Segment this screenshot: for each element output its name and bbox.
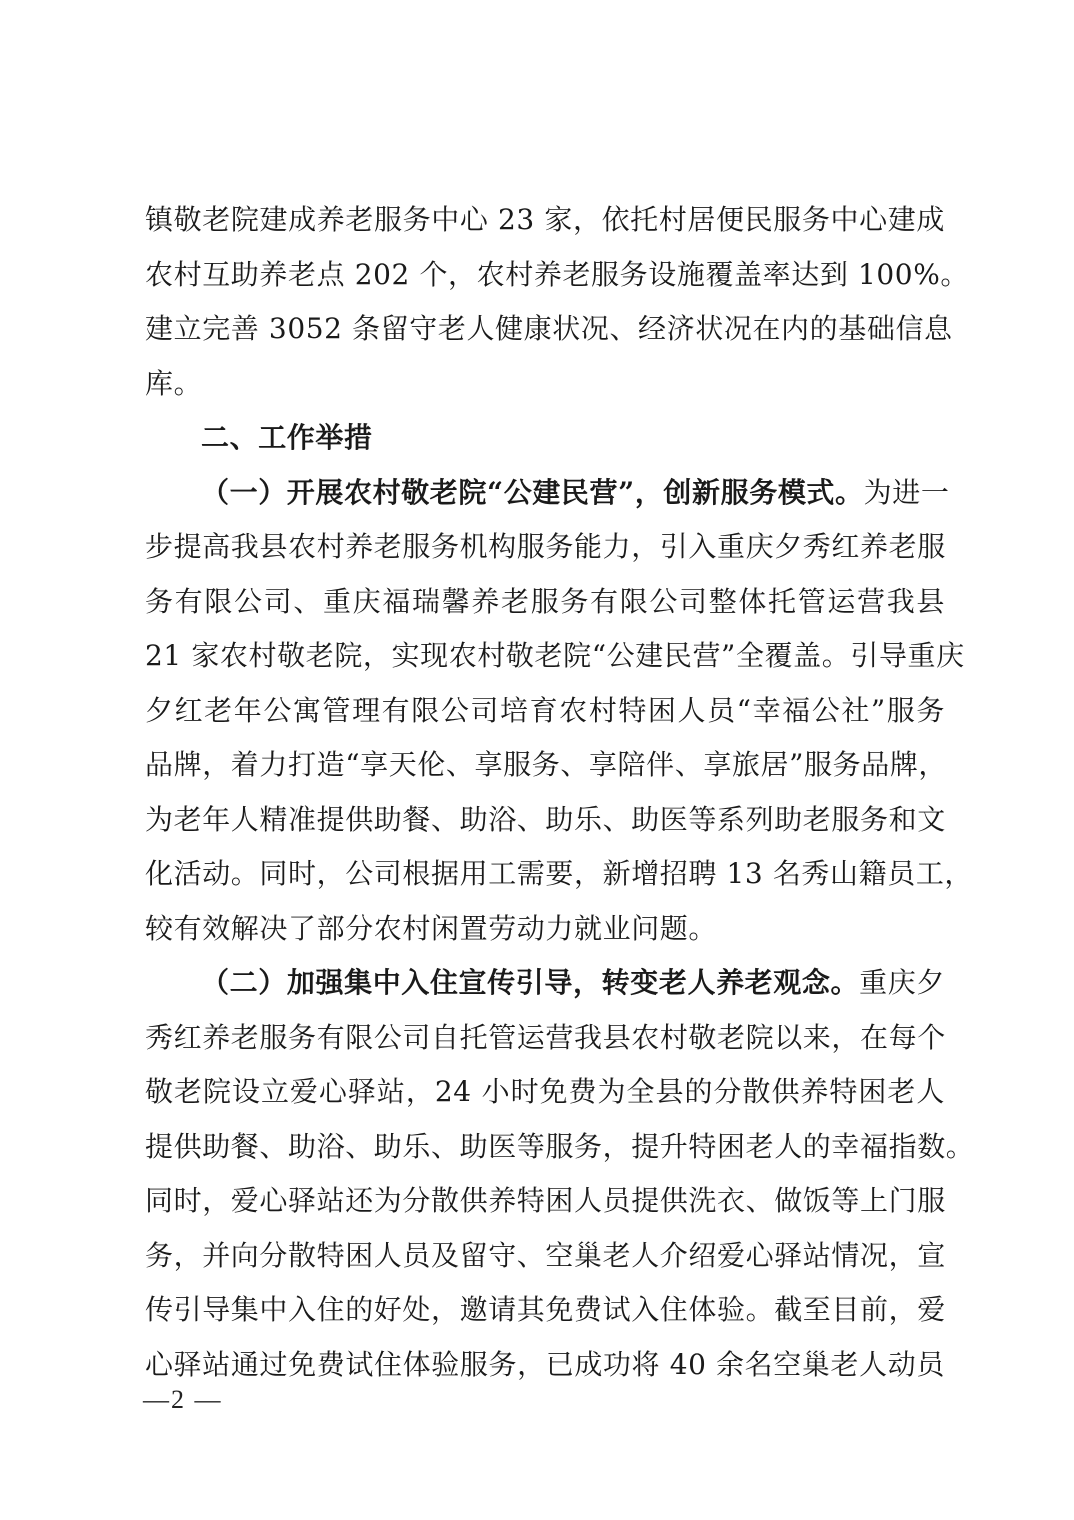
document-body (145, 193, 975, 1392)
body-text-line: 较有效解决了部分农村闲置劳动力就业问题。 (145, 911, 718, 945)
body-text-line: 步提高我县农村养老服务机构服务能力，引入重庆夕秀红养老服 (145, 530, 946, 563)
page-number: —2 — (143, 1385, 223, 1414)
body-text-line: 同时，爱心驿站还为分散供养特困人员提供洗衣、做饭等上门服 (145, 1184, 946, 1217)
body-text-line: 化活动。同时，公司根据用工需要，新增招聘 13 名秀山籍员工， (145, 857, 974, 890)
body-text-line: 敬老院设立爱心驿站，24 小时免费为全县的分散供养特困老人 (145, 1075, 945, 1108)
body-text-line: 务，并向分散特困人员及留守、空巢老人介绍爱心驿站情况，宣 (145, 1238, 946, 1272)
body-text-line: 21 家农村敬老院，实现农村敬老院“公建民营”全覆盖。引导重庆 (145, 639, 965, 672)
body-text-line: 品牌，着力打造“享天伦、享服务、享陪伴、享旅居”服务品牌， (145, 748, 948, 781)
body-text-line: 镇敬老院建成养老服务中心 23 家，依托村居便民服务中心建成 (145, 203, 945, 236)
measure-2-lead: （二）加强集中入住宣传引导，转变老人养老观念。 (201, 966, 860, 999)
measure-2-first-line-rest: 重庆夕 (859, 966, 945, 999)
measure-1-lead: （一）开展农村敬老院“公建民营”，创新服务模式。 (201, 475, 864, 509)
body-text-line: 夕红老年公寓管理有限公司培育农村特困人员“幸福公社”服务 (145, 693, 945, 727)
measure-2-first-line (145, 956, 945, 1011)
body-text-line: 传引导集中入住的好处，邀请其免费试入住体验。截至目前，爱 (145, 1293, 946, 1326)
body-text-line: 农村互助养老点 202 个，农村养老服务设施覆盖率达到 100%。 (145, 257, 969, 291)
body-text-line: 心驿站通过免费试住体验服务，已成功将 40 余名空巢老人动员 (145, 1347, 945, 1381)
body-text-line: 提供助餐、助浴、助乐、助医等服务，提升特困老人的幸福指数。 (145, 1129, 975, 1163)
section-heading: 二、工作举措 (201, 421, 373, 454)
body-text-line: 库。 (145, 366, 203, 400)
measure-1-first-line-rest: 为进一 (863, 475, 950, 509)
body-text-line: 为老年人精准提供助餐、助浴、助乐、助医等系列助老服务和文 (145, 802, 946, 836)
measure-1-first-line (145, 466, 950, 521)
body-text-line: 务有限公司、重庆福瑞馨养老服务有限公司整体托管运营我县 (145, 584, 945, 618)
body-text-line: 建立完善 3052 条留守老人健康状况、经济状况在内的基础信息 (145, 312, 953, 345)
body-text-line: 秀红养老服务有限公司自托管运营我县农村敬老院以来，在每个 (145, 1020, 946, 1054)
